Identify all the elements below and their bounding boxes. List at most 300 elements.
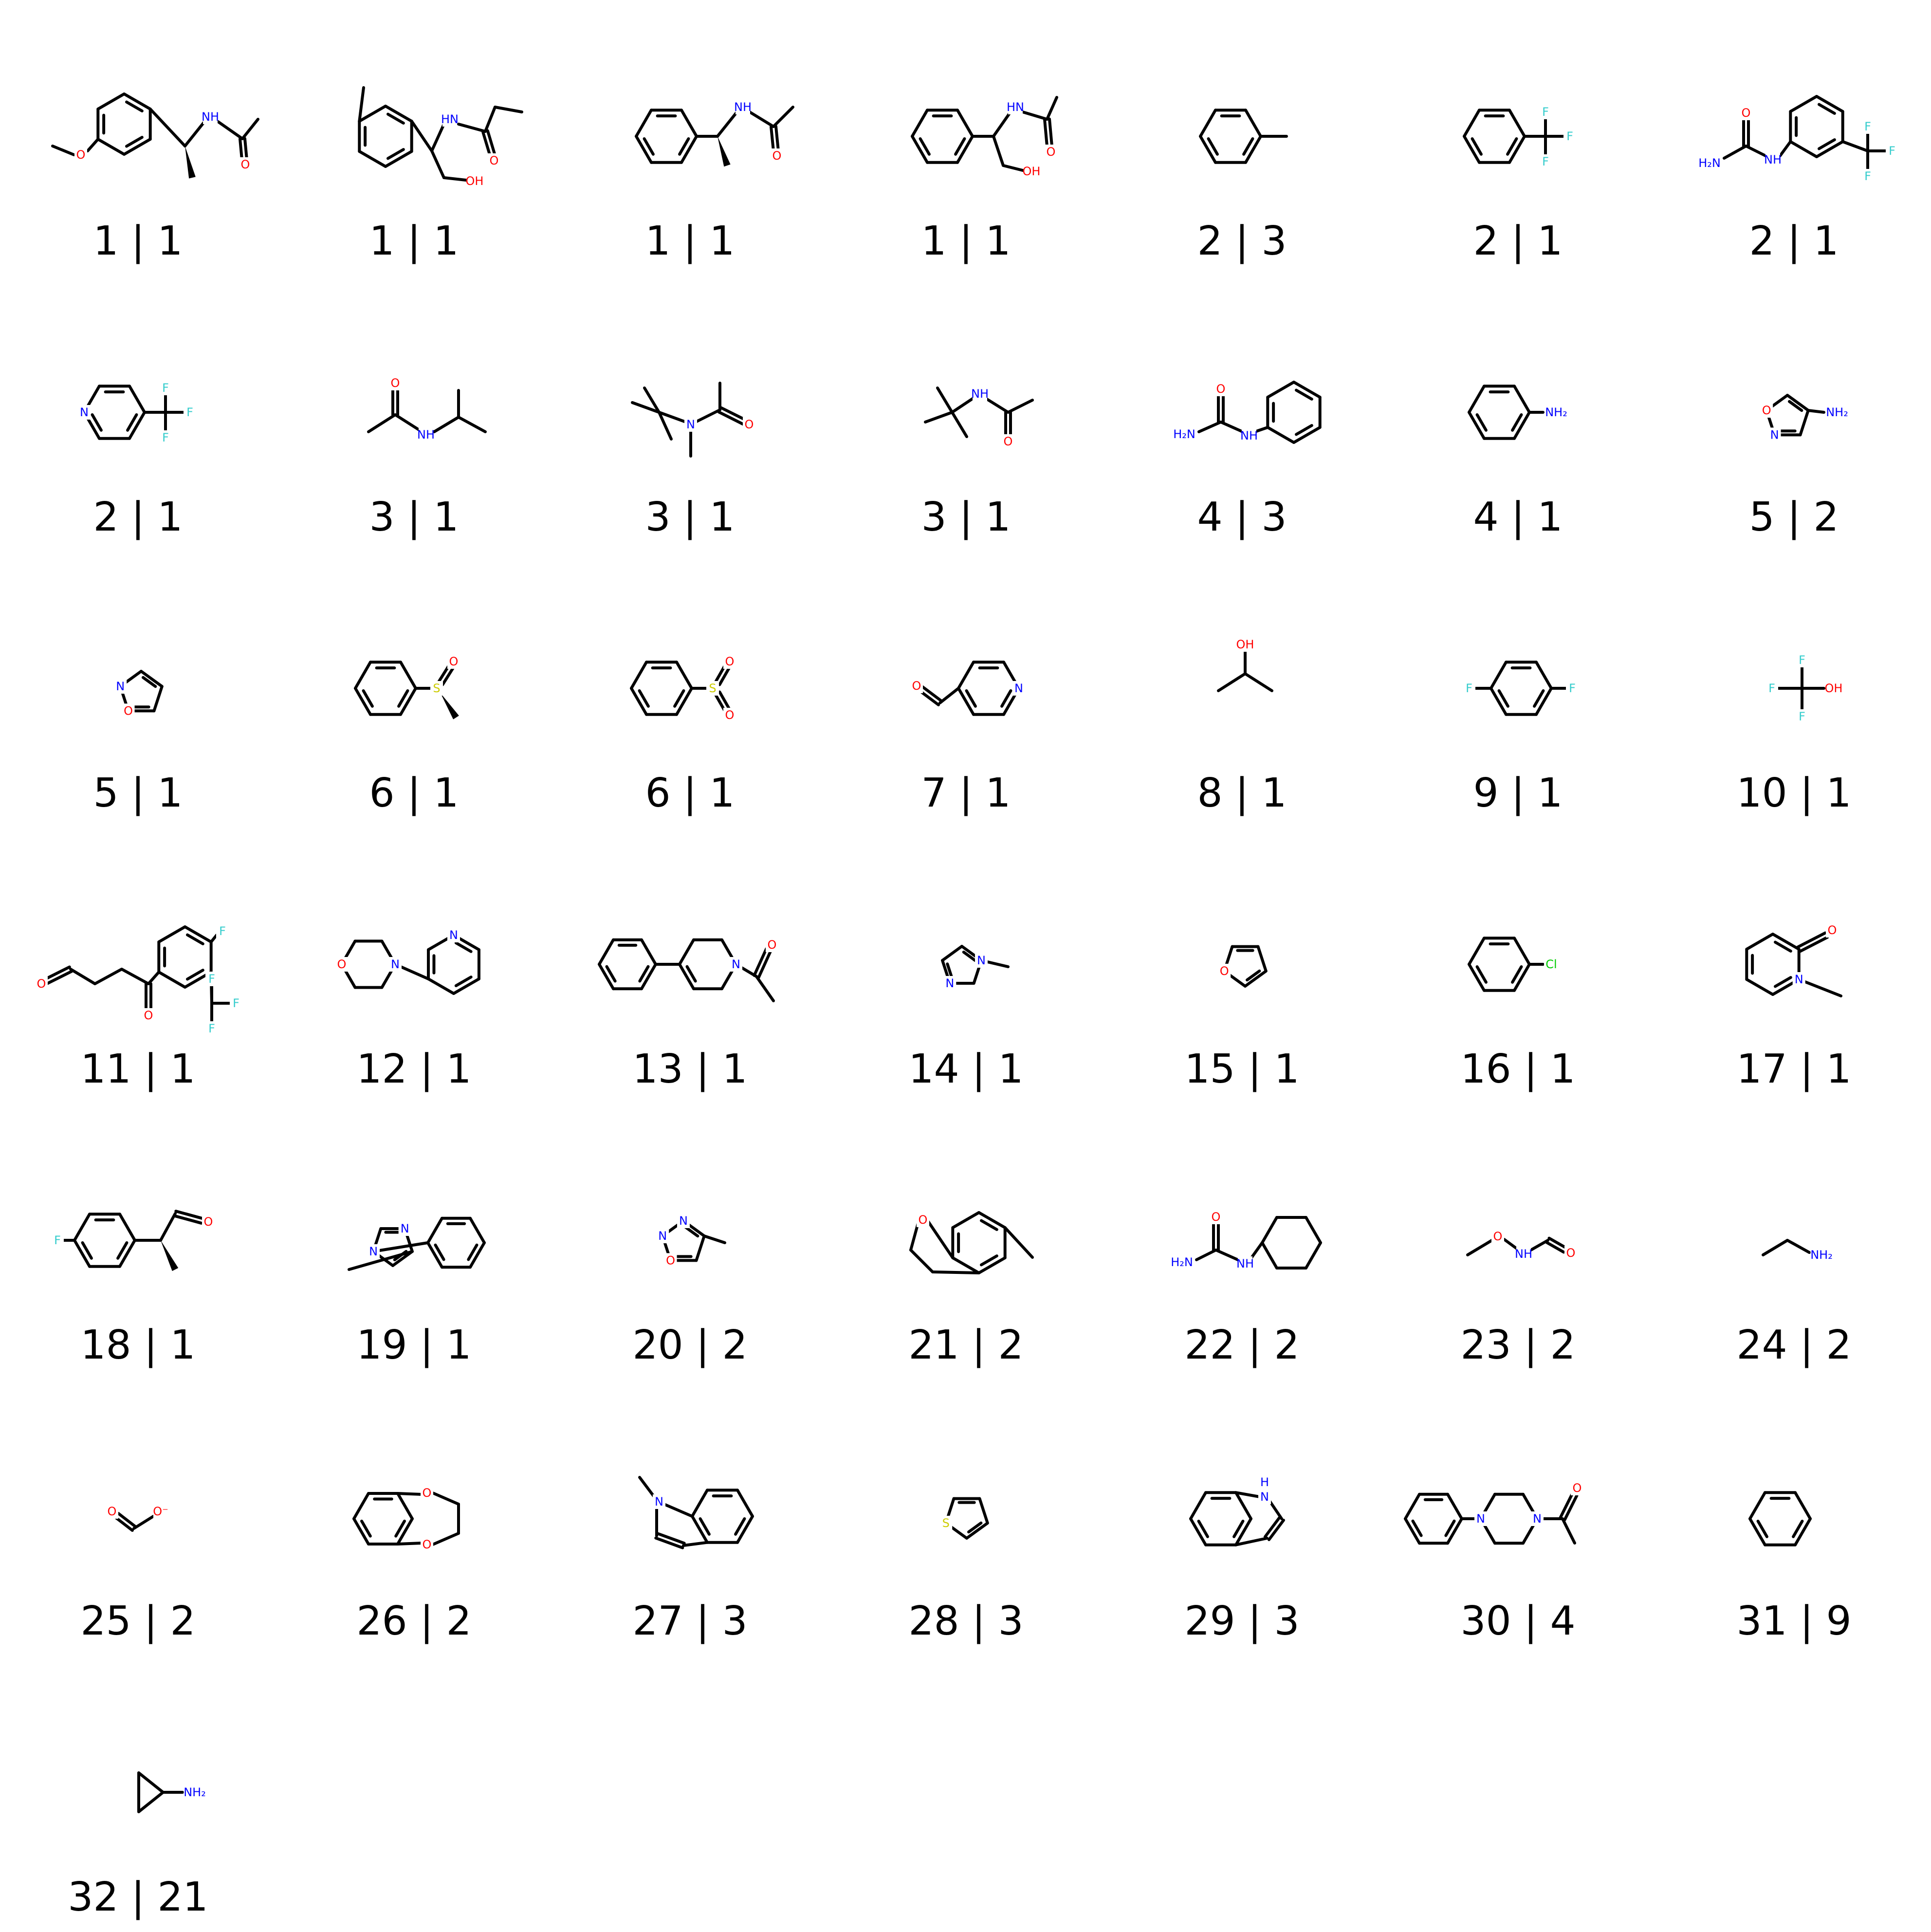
atom-label: H₂N (1698, 156, 1721, 170)
bond-line (1800, 410, 1808, 435)
atom-label: F (1542, 155, 1549, 168)
bond-line (928, 1221, 953, 1258)
molecule-cell (276, 1380, 552, 1656)
atom-label: O (744, 418, 754, 431)
cluster-count-label: 22 | 2 (1184, 1322, 1300, 1368)
bond-line (1790, 142, 1817, 157)
bond-line (696, 410, 720, 422)
atom-label: F (1466, 681, 1472, 695)
molecule-cell (552, 828, 828, 1104)
bond-line (433, 1493, 459, 1504)
atom-label: O (1211, 1210, 1221, 1224)
double-bond-line (1049, 119, 1052, 146)
atom-label: N (976, 954, 986, 968)
cluster-count-label: 3 | 1 (369, 494, 459, 540)
molecule-cell (0, 1104, 276, 1380)
bond-line (139, 1773, 163, 1792)
bond-line (993, 112, 1011, 136)
cluster-count-label: 17 | 1 (1736, 1046, 1852, 1092)
bond-line (636, 110, 651, 136)
bond-line (120, 1214, 135, 1240)
bond-line (696, 1236, 704, 1260)
bond-line (631, 662, 646, 688)
bond-line (1246, 110, 1261, 136)
atom-label: F (54, 1233, 61, 1247)
atom-label: NH (734, 100, 752, 114)
atom-label: F (1889, 144, 1895, 158)
bond-line (681, 110, 697, 136)
cluster-count-label: 1 | 1 (921, 218, 1011, 264)
molecule-cell (1380, 1380, 1656, 1656)
bond-line (1047, 97, 1057, 119)
bond-line (433, 1533, 459, 1545)
molecule-cell (0, 552, 276, 828)
bond-line (154, 686, 162, 711)
cluster-count-label: 3 | 1 (645, 494, 735, 540)
cluster-count-label: 6 | 1 (369, 770, 459, 816)
atom-label: F (1864, 169, 1871, 183)
atom-label: N (1794, 973, 1803, 986)
atom-label: NH₂ (1810, 1248, 1833, 1262)
bond-line (1514, 386, 1529, 412)
bond-line (1747, 934, 1773, 949)
cluster-count-label: 5 | 1 (93, 770, 183, 816)
bond-line (1509, 110, 1525, 136)
atom-label: O (767, 938, 777, 952)
atom-label: O (337, 957, 347, 971)
atom-label: O (203, 1215, 213, 1229)
cluster-count-label: 7 | 1 (921, 770, 1011, 816)
bond-line (957, 110, 973, 136)
molecule-cell (0, 828, 276, 1104)
molecule-cell (1104, 552, 1380, 828)
atom-label: F (208, 1022, 215, 1035)
molecule-cell (1656, 552, 1931, 828)
bond-line (134, 1516, 153, 1528)
atom-label: OH (1022, 165, 1041, 178)
molecule-cell (1380, 0, 1656, 276)
bond-line (122, 969, 148, 984)
atom-label: F (219, 924, 226, 938)
atom-label: S (942, 1516, 950, 1530)
bond-line (161, 1214, 175, 1240)
bond-line (434, 417, 459, 432)
atom-label: NH (202, 110, 219, 124)
bond-line (1005, 1228, 1032, 1257)
atom-label: F (1768, 681, 1775, 695)
atom-label: O (422, 1538, 432, 1551)
bond-line (1790, 96, 1817, 111)
bond-line (717, 112, 737, 136)
cluster-count-label: 1 | 1 (93, 218, 183, 264)
molecule-cell (1104, 0, 1380, 276)
bond-line (148, 972, 159, 984)
bond-line (1306, 1217, 1321, 1243)
bond-line (159, 972, 185, 987)
atom-label: O (240, 158, 250, 171)
double-bond-line (771, 127, 773, 151)
atom-label: NH (1764, 153, 1782, 166)
atom-label: NH₂ (1826, 405, 1848, 419)
atom-label: F (1542, 105, 1549, 119)
atom-label: F (1864, 120, 1871, 133)
bond-line (1531, 1240, 1548, 1250)
atom-label: N (658, 1229, 667, 1243)
bond-line (1216, 1250, 1238, 1260)
atom-label: O (37, 977, 46, 991)
molecule-cell (1104, 1380, 1380, 1656)
bond-line (680, 940, 694, 964)
bond-line (683, 1543, 707, 1546)
bond-line (74, 1214, 90, 1240)
bond-line (1245, 674, 1272, 691)
atom-label: O (422, 1486, 432, 1500)
cluster-count-label: 15 | 1 (1184, 1046, 1300, 1092)
bond-line (1750, 1492, 1765, 1519)
molecule-cell (1104, 276, 1380, 552)
bond-line (401, 662, 416, 688)
atom-label: F (186, 405, 193, 419)
atom-label: H₂N (1171, 1255, 1193, 1269)
atom-label: O (1827, 923, 1837, 937)
bond-line (986, 399, 1008, 412)
cluster-count-label: 1 | 1 (369, 218, 459, 264)
bond-line (354, 1493, 368, 1519)
cluster-count-label: 24 | 2 (1736, 1322, 1852, 1368)
atom-label: S (709, 681, 717, 695)
bond-line (98, 94, 124, 109)
bond-line (185, 122, 204, 146)
atom-label: F (1799, 710, 1805, 723)
cluster-count-label: 31 | 9 (1736, 1598, 1852, 1644)
bond-line (1191, 1492, 1206, 1519)
molecule-cell (1380, 552, 1656, 828)
cluster-count-label: 3 | 1 (921, 494, 1011, 540)
bond-line (933, 1272, 979, 1273)
bond-line (692, 1490, 707, 1516)
atom-label: N (1533, 1512, 1542, 1526)
molecule-cell (552, 1380, 828, 1656)
cluster-count-label: 11 | 1 (80, 1046, 196, 1092)
bond-line (428, 1218, 442, 1243)
bond-line (150, 109, 185, 146)
atom-label: NH₂ (184, 1785, 206, 1799)
bond-line (1200, 110, 1215, 136)
molecule-cell (1656, 828, 1931, 1104)
double-bond-line (442, 668, 453, 685)
atom-label: O (666, 1253, 675, 1268)
bond-line (1448, 1494, 1462, 1519)
bond-line (1268, 382, 1294, 397)
molecule-cell (1656, 1380, 1931, 1656)
atom-label: O (725, 708, 735, 722)
atom-label: N (80, 405, 89, 419)
bond-line (1843, 142, 1868, 151)
bond-line (495, 107, 522, 112)
bond-line (1563, 1519, 1575, 1543)
cluster-count-label: 1 | 1 (645, 218, 735, 264)
bond-line (1258, 947, 1266, 971)
molecule-cell (0, 1656, 276, 1932)
molecule-cell (828, 276, 1104, 552)
bond-line (1468, 1240, 1492, 1255)
bond-line (1464, 110, 1479, 136)
bond-line (925, 412, 952, 422)
atom-label: N (732, 957, 740, 971)
bond-line (359, 88, 364, 121)
bond-line (470, 1218, 484, 1243)
atom-label: O (912, 679, 921, 693)
molecule-cell (828, 552, 1104, 828)
bond-line (993, 136, 1003, 166)
molecule-cell (276, 0, 552, 276)
cluster-count-label: 6 | 1 (645, 770, 735, 816)
bond-line (129, 386, 145, 412)
bond-line (1780, 142, 1790, 156)
bond-line (756, 976, 773, 1001)
atom-label: O (144, 1009, 153, 1022)
bond-line (1536, 662, 1551, 688)
bond-line (373, 1243, 428, 1251)
bond-line (1808, 410, 1824, 412)
molecule-cell (1656, 1104, 1931, 1380)
molecule-cell (1380, 828, 1656, 1104)
double-bond-line (656, 1538, 682, 1548)
cluster-count-label: 21 | 2 (908, 1322, 1024, 1368)
atom-label: OH (1824, 681, 1843, 695)
bond-line (1787, 1240, 1809, 1252)
bond-line (53, 146, 74, 155)
bond-line (640, 1477, 654, 1497)
bond-line (1221, 422, 1243, 432)
cluster-count-label: 14 | 1 (908, 1046, 1024, 1092)
bond-line (95, 969, 122, 984)
atom-label: NH (1515, 1247, 1532, 1261)
bond-line (398, 1493, 422, 1494)
atom-label: N (1770, 428, 1779, 442)
bond-line (911, 1223, 918, 1250)
cluster-count-label: 29 | 3 (1184, 1598, 1300, 1644)
atom-label: N (679, 1214, 688, 1228)
atom-label: O (1572, 1481, 1582, 1495)
bond-line (1262, 1243, 1277, 1268)
bond-line (368, 415, 395, 432)
bond-line (242, 119, 258, 139)
bond-line (485, 107, 495, 131)
bond-line (428, 979, 454, 994)
bond-line (398, 1493, 412, 1519)
bond-line (359, 106, 386, 121)
atom-label: Cl (1545, 957, 1557, 971)
cluster-count-label: 20 | 2 (632, 1322, 748, 1368)
atom-label: O (918, 1213, 928, 1227)
double-bond-line (1045, 119, 1047, 146)
cluster-count-label: 2 | 1 (1749, 218, 1839, 264)
bond-line (599, 940, 613, 964)
bond-line (953, 1258, 979, 1273)
bond-line (218, 122, 242, 139)
bond-line (1469, 386, 1484, 412)
bond-line (139, 1792, 163, 1812)
bond-line (1008, 400, 1032, 412)
cluster-count-label: 23 | 2 (1460, 1322, 1576, 1368)
atom-label: F (1566, 129, 1573, 143)
cluster-count-label: 4 | 3 (1197, 494, 1287, 540)
cluster-count-label: 25 | 2 (80, 1598, 196, 1644)
atom-label: N (1014, 681, 1023, 695)
double-bond-line (240, 139, 242, 160)
molecule-cell (276, 552, 552, 828)
cluster-count-label: 2 | 1 (1473, 218, 1563, 264)
bond-line (677, 662, 692, 688)
atom-label: N (369, 1244, 378, 1258)
cluster-count-label: 16 | 1 (1460, 1046, 1576, 1092)
atom-label: O (725, 655, 735, 668)
bond-line (1023, 112, 1047, 119)
wedge-bond (161, 1240, 178, 1271)
atom-label: F (1569, 681, 1576, 695)
cluster-count-label: 32 | 21 (68, 1874, 208, 1920)
molecule-cell (0, 1380, 276, 1656)
bond-line (942, 946, 962, 960)
bond-line (1236, 1492, 1251, 1519)
atom-label: NH (1240, 429, 1258, 442)
bond-line (952, 412, 967, 437)
bond-line (1746, 146, 1765, 156)
bond-line (953, 1213, 979, 1228)
molecule-cell (552, 276, 828, 552)
cluster-count-label: 26 | 2 (356, 1598, 472, 1644)
atom-label: N (449, 928, 458, 942)
molecule-cell (1656, 276, 1931, 552)
atom-label: N (945, 976, 955, 990)
bond-line (1262, 1217, 1277, 1243)
bond-line (1405, 1494, 1419, 1519)
bond-line (773, 107, 793, 127)
atom-label: S (433, 681, 441, 695)
bond-line (355, 662, 370, 688)
molecule-cell (1104, 828, 1380, 1104)
bond-line (1218, 674, 1245, 691)
bond-line (71, 969, 95, 984)
cluster-count-label: 4 | 1 (1473, 494, 1563, 540)
atom-label: F (162, 431, 169, 444)
bond-line (1306, 1243, 1321, 1268)
atom-label: O⁻ (153, 1505, 168, 1518)
cluster-count-label: 30 | 4 (1460, 1598, 1576, 1644)
wedge-bond (185, 146, 196, 179)
double-bond-line (658, 1533, 684, 1543)
molecule-cell (276, 276, 552, 552)
bond-line (1199, 422, 1221, 432)
atom-label: O (1741, 106, 1751, 120)
bond-line (412, 121, 432, 151)
molecule-cell (1656, 0, 1931, 276)
wedge-bond (441, 693, 459, 719)
cluster-count-label: 9 | 1 (1473, 770, 1563, 816)
bond-line (1747, 979, 1773, 994)
double-bond-line (245, 139, 247, 160)
atom-label: O (1216, 382, 1226, 396)
atom-label: N (391, 957, 400, 971)
molecule-cell (552, 552, 828, 828)
atom-label: OH (1236, 638, 1254, 651)
atom-label: H (1260, 1475, 1269, 1489)
bond-line (642, 940, 656, 964)
molecule-cell (0, 0, 276, 276)
bond-line (98, 139, 124, 154)
bond-line (1724, 146, 1746, 158)
molecule-cell (276, 1104, 552, 1380)
cluster-count-label: 13 | 1 (632, 1046, 748, 1092)
molecule-cell (552, 1104, 828, 1380)
molecule-cell (1104, 1104, 1380, 1380)
molecule-cell (552, 0, 828, 276)
bond-line (750, 112, 773, 127)
bond-line (211, 935, 217, 942)
bond-line (459, 124, 485, 131)
molecule-cell (0, 276, 276, 552)
atom-label: N (1260, 1490, 1269, 1504)
atom-label: O (772, 149, 782, 163)
cluster-count-label: 8 | 1 (1197, 770, 1287, 816)
atom-label: O (390, 376, 400, 390)
cluster-count-label: 19 | 1 (356, 1322, 472, 1368)
bond-line (349, 1251, 412, 1270)
atom-label: O (1046, 145, 1056, 159)
molecule-cell (1380, 1104, 1656, 1380)
atom-label: F (1799, 653, 1805, 667)
bond-line (958, 662, 974, 688)
molecule-cell (828, 0, 1104, 276)
atom-label: O (1003, 435, 1013, 448)
cluster-count-label: 2 | 3 (1197, 218, 1287, 264)
atom-label: F (233, 996, 239, 1010)
molecule-cell (828, 828, 1104, 1104)
bond-line (398, 1543, 422, 1544)
cluster-count-label: 5 | 2 (1749, 494, 1839, 540)
bond-line (88, 139, 98, 151)
atom-label: N (686, 418, 695, 431)
atom-label: NH (417, 428, 435, 442)
bond-line (459, 417, 485, 432)
bond-line (432, 124, 444, 151)
bond-line (737, 1490, 753, 1516)
bond-line (938, 388, 952, 412)
atom-label: O (1566, 1246, 1576, 1260)
molecule-cell (276, 828, 552, 1104)
molecule-cell (828, 1380, 1104, 1656)
double-bond-line (776, 127, 778, 151)
atom-label: O (489, 154, 499, 167)
bond-line (1763, 1240, 1787, 1255)
wedge-bond (717, 136, 731, 166)
atom-label: O (76, 148, 86, 162)
atom-label: O (449, 655, 459, 668)
cluster-count-label: 18 | 1 (80, 1322, 196, 1368)
bond-line (444, 178, 466, 180)
atom-label: O (1762, 404, 1771, 418)
atom-label: O (107, 1505, 117, 1518)
molecule-cell (828, 1104, 1104, 1380)
atom-label: N (116, 680, 125, 694)
bond-line (1196, 1250, 1216, 1260)
atom-label: NH (1236, 1257, 1254, 1270)
bond-line (1795, 1492, 1810, 1519)
atom-label: HN (441, 112, 459, 126)
bond-line (1003, 166, 1023, 170)
bond-line (912, 110, 927, 136)
